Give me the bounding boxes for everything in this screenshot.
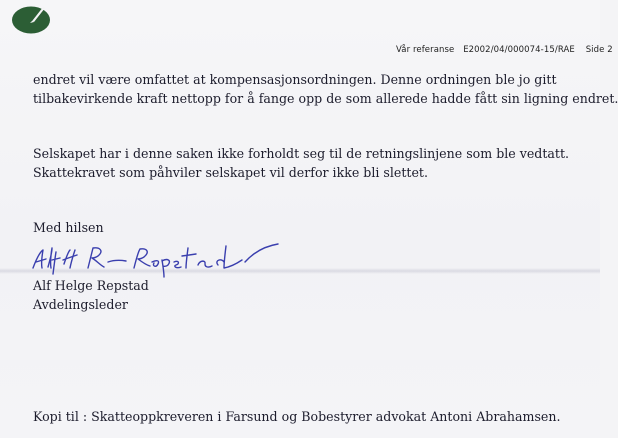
signer-name: Alf Helge Repstad (33, 278, 149, 293)
paragraph-1-line-2: tilbakevirkende kraft nettopp for å fange opp de som allerede hadde fått sin ligning endret. (33, 91, 618, 106)
paragraph-2-line-1: Selskapet har i denne saken ikke forholdt seg til de retningslinjene som ble vedtatt. (33, 146, 570, 161)
handwritten-signature (30, 238, 280, 278)
paragraph-1-line-1: endret vil være omfattet at kompensasjonsordningen. Denne ordningen ble jo gitt (33, 72, 557, 87)
reference-number: E2002/04/000074-15/RAE (463, 45, 575, 55)
organization-logo-icon (10, 2, 52, 36)
page-number: Side 2 (585, 45, 613, 55)
closing-salutation: Med hilsen (33, 220, 104, 235)
reference-label: Vår referanse (396, 45, 455, 55)
copy-to-line: Kopi til : Skatteoppkreveren i Farsund og Bobestyrer advokat Antoni Abrahamsen. (33, 409, 561, 424)
signer-title: Avdelingsleder (33, 297, 128, 312)
paragraph-2-line-2: Skattekravet som påhviler selskapet vil derfor ikke bli slettet. (33, 165, 428, 180)
reference-line (396, 45, 613, 55)
